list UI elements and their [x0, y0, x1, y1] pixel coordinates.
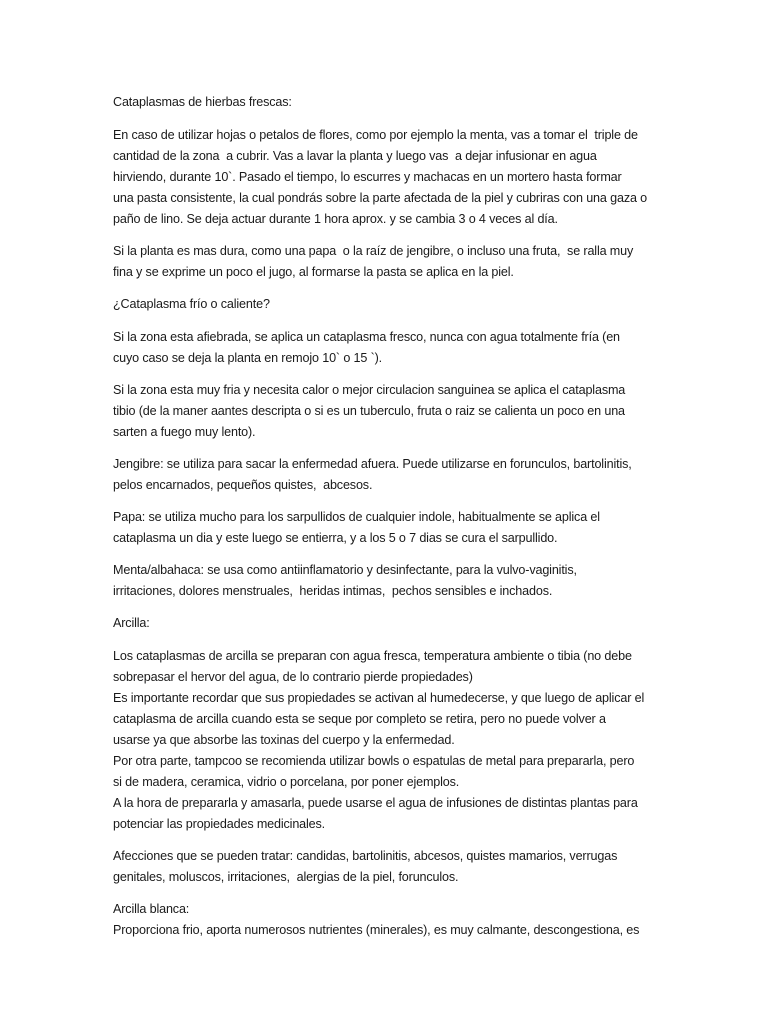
paragraph-arcilla-blanca	[113, 899, 661, 941]
text-line: sobrepasar el hervor del agua, de lo contrario pierde propiedades)	[113, 670, 473, 684]
paragraph-afecciones	[113, 846, 661, 888]
heading-frio-caliente: ¿Cataplasma frío o caliente?	[113, 297, 270, 311]
paragraph-zona-fria	[113, 380, 661, 443]
text-line: tibio (de la maner aantes descripta o si es un tuberculo, fruta o raiz se calienta un poco en una	[113, 404, 625, 418]
text-line: fina y se exprime un poco el jugo, al formarse la pasta se aplica en la piel.	[113, 265, 514, 279]
text-line: Afecciones que se pueden tratar: candidas, bartolinitis, abcesos, quistes mamarios, verrugas	[113, 849, 618, 863]
text-line: pelos encarnados, pequeños quistes, abcesos.	[113, 478, 373, 492]
text-line: Los cataplasmas de arcilla se preparan con agua fresca, temperatura ambiente o tibia (no debe	[113, 649, 632, 663]
paragraph-hierbas-frescas	[113, 125, 661, 230]
text-line: si de madera, ceramica, vidrio o porcelana, por poner ejemplos.	[113, 775, 460, 789]
text-line: Si la zona esta afiebrada, se aplica un cataplasma fresco, nunca con agua totalmente fría (en	[113, 330, 620, 344]
paragraph-arcilla-preparacion	[113, 646, 661, 835]
document-page	[113, 92, 661, 941]
text-line: Si la zona esta muy fria y necesita calor o mejor circulacion sanguinea se aplica el cataplasma	[113, 383, 626, 397]
text-line: Por otra parte, tampcoo se recomienda utilizar bowls o espatulas de metal para prepararla, pero	[113, 754, 635, 768]
text-line: paño de lino. Se deja actuar durante 1 hora aprox. y se cambia 3 o 4 veces al día.	[113, 212, 558, 226]
text-line: sarten a fuego muy lento).	[113, 425, 256, 439]
text-line: irritaciones, dolores menstruales, heridas intimas, pechos sensibles e inchados.	[113, 584, 553, 598]
text-line: Jengibre: se utiliza para sacar la enfermedad afuera. Puede utilizarse en forunculos, bartolinitis,	[113, 457, 632, 471]
text-line: Si la planta es mas dura, como una papa o la raíz de jengibre, o incluso una fruta, se ralla muy	[113, 244, 634, 258]
text-line: En caso de utilizar hojas o petalos de flores, como por ejemplo la menta, vas a tomar el triple de	[113, 128, 638, 142]
text-line: usarse ya que absorbe las toxinas del cuerpo y la enfermedad.	[113, 733, 455, 747]
paragraph-zona-afiebrada	[113, 327, 661, 369]
text-line: cuyo caso se deja la planta en remojo 10` o 15 `).	[113, 351, 383, 365]
text-line: una pasta consistente, la cual pondrás sobre la parte afectada de la piel y cubriras con una gaza o	[113, 191, 648, 205]
text-line: Menta/albahaca: se usa como antiinflamatorio y desinfectante, para la vulvo-vaginitis,	[113, 563, 577, 577]
paragraph-papa	[113, 507, 661, 549]
text-line: cataplasma de arcilla cuando esta se seque por completo se retira, pero no puede volver a	[113, 712, 606, 726]
text-line: Papa: se utiliza mucho para los sarpullidos de cualquier indole, habitualmente se aplica el	[113, 510, 600, 524]
text-line: Es importante recordar que sus propiedades se activan al humedecerse, y que luego de aplicar el	[113, 691, 645, 705]
text-line: cataplasma un dia y este luego se entierra, y a los 5 o 7 dias se cura el sarpullido.	[113, 531, 558, 545]
text-line: potenciar las propiedades medicinales.	[113, 817, 326, 831]
text-line: cantidad de la zona a cubrir. Vas a lavar la planta y luego vas a dejar infusionar en agua	[113, 149, 597, 163]
paragraph-menta-albahaca	[113, 560, 661, 602]
heading-arcilla: Arcilla:	[113, 616, 150, 630]
paragraph-planta-dura	[113, 241, 661, 283]
text-line: Proporciona frio, aporta numerosos nutrientes (minerales), es muy calmante, descongestiona, es	[113, 923, 640, 937]
text-line: A la hora de prepararla y amasarla, puede usarse el agua de infusiones de distintas plantas para	[113, 796, 638, 810]
text-line: genitales, moluscos, irritaciones, alergias de la piel, forunculos.	[113, 870, 459, 884]
paragraph-jengibre	[113, 454, 661, 496]
text-line: Arcilla blanca:	[113, 902, 190, 916]
text-line: hirviendo, durante 10`. Pasado el tiempo, lo escurres y machacas en un mortero hasta formar	[113, 170, 622, 184]
heading-cataplasmas-hierbas: Cataplasmas de hierbas frescas:	[113, 95, 292, 109]
